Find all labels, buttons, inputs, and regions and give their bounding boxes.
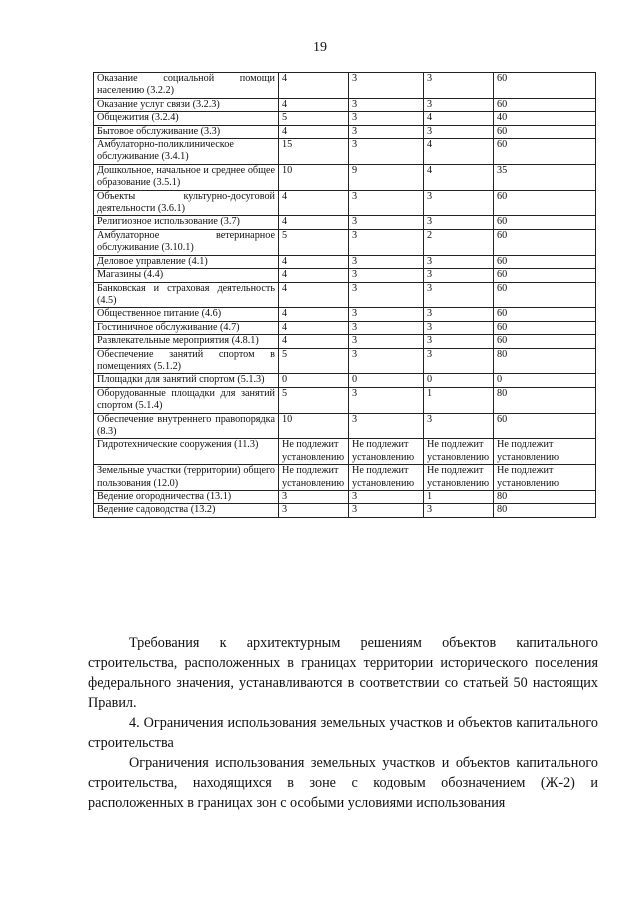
parameter-cell: 4 bbox=[279, 269, 349, 282]
parameter-cell: 4 bbox=[279, 190, 349, 216]
parameter-cell: 80 bbox=[494, 504, 596, 517]
table-row bbox=[94, 98, 596, 111]
parameter-cell: Не подлежит установлению bbox=[424, 465, 494, 491]
parameter-cell: 3 bbox=[424, 269, 494, 282]
parameter-cell: 4 bbox=[279, 282, 349, 308]
table-row bbox=[94, 282, 596, 308]
land-use-type-cell: Оборудованные площадки для занятий спортом (5.1.4) bbox=[94, 387, 279, 413]
parameter-cell: 10 bbox=[279, 164, 349, 190]
parameter-cell: 3 bbox=[349, 125, 424, 138]
table-row bbox=[94, 73, 596, 99]
parameter-cell: 3 bbox=[349, 387, 424, 413]
parameter-cell: 15 bbox=[279, 139, 349, 165]
table-row bbox=[94, 439, 596, 465]
parameter-cell: 4 bbox=[279, 321, 349, 334]
parameter-cell: 3 bbox=[279, 504, 349, 517]
parameter-cell: 60 bbox=[494, 335, 596, 348]
parameter-cell: 3 bbox=[349, 335, 424, 348]
land-use-type-cell: Деловое управление (4.1) bbox=[94, 255, 279, 268]
parameter-cell: 40 bbox=[494, 112, 596, 125]
parameter-cell: 60 bbox=[494, 73, 596, 99]
table-body bbox=[94, 73, 596, 518]
parameter-cell: 80 bbox=[494, 491, 596, 504]
parameter-cell: 3 bbox=[349, 348, 424, 374]
parameter-cell: 80 bbox=[494, 348, 596, 374]
land-use-type-cell: Развлекательные мероприятия (4.8.1) bbox=[94, 335, 279, 348]
parameter-cell: 0 bbox=[279, 374, 349, 387]
table-row bbox=[94, 255, 596, 268]
parameter-cell: 3 bbox=[424, 98, 494, 111]
land-use-type-cell: Обеспечение внутреннего правопорядка (8.3) bbox=[94, 413, 279, 439]
parameter-cell: 4 bbox=[279, 98, 349, 111]
parameter-cell: 5 bbox=[279, 348, 349, 374]
parameter-cell: 3 bbox=[424, 504, 494, 517]
table-row bbox=[94, 269, 596, 282]
parameter-cell: 3 bbox=[349, 269, 424, 282]
land-use-type-cell: Общежития (3.2.4) bbox=[94, 112, 279, 125]
parameter-cell: 3 bbox=[424, 413, 494, 439]
land-use-type-cell: Ведение садоводства (13.2) bbox=[94, 504, 279, 517]
parameter-cell: 60 bbox=[494, 139, 596, 165]
parameter-cell: 3 bbox=[424, 73, 494, 99]
parameter-cell: 35 bbox=[494, 164, 596, 190]
table-row bbox=[94, 491, 596, 504]
table-row bbox=[94, 387, 596, 413]
parameter-cell: 3 bbox=[424, 190, 494, 216]
table-row bbox=[94, 139, 596, 165]
parameter-cell: 3 bbox=[349, 321, 424, 334]
parameter-cell: 3 bbox=[424, 308, 494, 321]
parameter-cell: 5 bbox=[279, 112, 349, 125]
parameter-cell: 60 bbox=[494, 190, 596, 216]
parameter-cell: 4 bbox=[424, 139, 494, 165]
land-use-type-cell: Бытовое обслуживание (3.3) bbox=[94, 125, 279, 138]
table-row bbox=[94, 465, 596, 491]
page-number: 19 bbox=[313, 40, 327, 55]
parameter-cell: 60 bbox=[494, 321, 596, 334]
land-use-type-cell: Банковская и страховая деятельность (4.5) bbox=[94, 282, 279, 308]
parameter-cell: 4 bbox=[424, 164, 494, 190]
parameter-cell: 1 bbox=[424, 491, 494, 504]
parameter-cell: 0 bbox=[349, 374, 424, 387]
land-use-type-cell: Земельные участки (территории) общего пользования (12.0) bbox=[94, 465, 279, 491]
land-use-type-cell: Объекты культурно-досуговой деятельности (3.6.1) bbox=[94, 190, 279, 216]
land-use-type-cell: Амбулаторное ветеринарное обслуживание (3.10.1) bbox=[94, 229, 279, 255]
parameter-cell: 3 bbox=[424, 335, 494, 348]
parameter-cell: 10 bbox=[279, 413, 349, 439]
land-use-type-cell: Оказание социальной помощи населению (3.2.2) bbox=[94, 73, 279, 99]
parameter-cell: 3 bbox=[424, 282, 494, 308]
parameter-cell: 60 bbox=[494, 269, 596, 282]
parameter-cell: Не подлежит установлению bbox=[494, 439, 596, 465]
land-use-type-cell: Оказание услуг связи (3.2.3) bbox=[94, 98, 279, 111]
land-use-parameters-table bbox=[93, 72, 596, 518]
parameter-cell: 4 bbox=[279, 308, 349, 321]
parameter-cell: Не подлежит установлению bbox=[279, 465, 349, 491]
paragraph-restrictions: Ограничения использования земельных участков и объектов капитального строительства, находящихся в зоне с кодовым обозначением (Ж-2) и расположенных в границах зон с особыми условиями использования bbox=[88, 755, 598, 811]
parameter-cell: 3 bbox=[424, 125, 494, 138]
parameter-cell: 3 bbox=[424, 255, 494, 268]
parameter-cell: Не подлежит установлению bbox=[279, 439, 349, 465]
parameter-cell: 4 bbox=[279, 216, 349, 229]
table-row bbox=[94, 321, 596, 334]
section-heading-4: 4. Ограничения использования земельных участков и объектов капитального строительства bbox=[88, 715, 598, 751]
parameter-cell: 3 bbox=[349, 491, 424, 504]
land-use-type-cell: Амбулаторно-поликлиническое обслуживание (3.4.1) bbox=[94, 139, 279, 165]
parameter-cell: 3 bbox=[349, 139, 424, 165]
parameter-cell: 60 bbox=[494, 98, 596, 111]
parameter-cell: 0 bbox=[424, 374, 494, 387]
parameter-cell: 3 bbox=[349, 98, 424, 111]
table-row bbox=[94, 216, 596, 229]
parameter-cell: 4 bbox=[279, 73, 349, 99]
parameter-cell: Не подлежит установлению bbox=[494, 465, 596, 491]
parameter-cell: Не подлежит установлению bbox=[349, 465, 424, 491]
land-use-type-cell: Площадки для занятий спортом (5.1.3) bbox=[94, 374, 279, 387]
table-row bbox=[94, 229, 596, 255]
table-row bbox=[94, 190, 596, 216]
parameter-cell: 9 bbox=[349, 164, 424, 190]
land-use-type-cell: Магазины (4.4) bbox=[94, 269, 279, 282]
land-use-type-cell: Религиозное использование (3.7) bbox=[94, 216, 279, 229]
table-row bbox=[94, 164, 596, 190]
table-row bbox=[94, 335, 596, 348]
parameter-cell: Не подлежит установлению bbox=[424, 439, 494, 465]
body-text bbox=[88, 633, 598, 813]
parameter-cell: 3 bbox=[349, 413, 424, 439]
land-use-type-cell: Обеспечение занятий спортом в помещениях (5.1.2) bbox=[94, 348, 279, 374]
parameter-cell: 60 bbox=[494, 308, 596, 321]
table-row bbox=[94, 125, 596, 138]
parameter-cell: 3 bbox=[349, 190, 424, 216]
parameter-cell: 5 bbox=[279, 229, 349, 255]
parameter-cell: 3 bbox=[349, 229, 424, 255]
parameter-cell: 3 bbox=[279, 491, 349, 504]
table-row bbox=[94, 413, 596, 439]
parameter-cell: 3 bbox=[349, 308, 424, 321]
table-row bbox=[94, 348, 596, 374]
parameter-cell: 3 bbox=[349, 255, 424, 268]
parameter-cell: 3 bbox=[349, 73, 424, 99]
parameter-cell: 60 bbox=[494, 229, 596, 255]
parameter-cell: 2 bbox=[424, 229, 494, 255]
parameter-cell: 3 bbox=[349, 504, 424, 517]
parameter-cell: 3 bbox=[349, 216, 424, 229]
parameter-cell: 3 bbox=[424, 321, 494, 334]
land-use-type-cell: Ведение огородничества (13.1) bbox=[94, 491, 279, 504]
parameter-cell: 4 bbox=[279, 255, 349, 268]
paragraph-architecture: Требования к архитектурным решениям объектов капитального строительства, расположенных в границах территории исторического поселения федерального значения, устанавливаются в соответствии со статьей 50 настоящих Правил. bbox=[88, 635, 598, 711]
table-row bbox=[94, 112, 596, 125]
parameter-cell: 3 bbox=[349, 112, 424, 125]
table-row bbox=[94, 504, 596, 517]
land-use-type-cell: Гостиничное обслуживание (4.7) bbox=[94, 321, 279, 334]
parameter-cell: 60 bbox=[494, 255, 596, 268]
table-row bbox=[94, 374, 596, 387]
parameter-cell: 80 bbox=[494, 387, 596, 413]
parameter-cell: 4 bbox=[279, 125, 349, 138]
parameter-cell: 60 bbox=[494, 216, 596, 229]
parameter-cell: 5 bbox=[279, 387, 349, 413]
land-use-type-cell: Общественное питание (4.6) bbox=[94, 308, 279, 321]
parameter-cell: 4 bbox=[424, 112, 494, 125]
land-use-type-cell: Дошкольное, начальное и среднее общее образование (3.5.1) bbox=[94, 164, 279, 190]
table-row bbox=[94, 308, 596, 321]
parameter-cell: 3 bbox=[424, 216, 494, 229]
parameter-cell: 1 bbox=[424, 387, 494, 413]
parameter-cell: 60 bbox=[494, 125, 596, 138]
parameter-cell: 60 bbox=[494, 282, 596, 308]
parameter-cell: 3 bbox=[424, 348, 494, 374]
parameter-cell: 60 bbox=[494, 413, 596, 439]
parameter-cell: 3 bbox=[349, 282, 424, 308]
parameter-cell: 4 bbox=[279, 335, 349, 348]
parameter-cell: Не подлежит установлению bbox=[349, 439, 424, 465]
land-use-type-cell: Гидротехнические сооружения (11.3) bbox=[94, 439, 279, 465]
parameter-cell: 0 bbox=[494, 374, 596, 387]
